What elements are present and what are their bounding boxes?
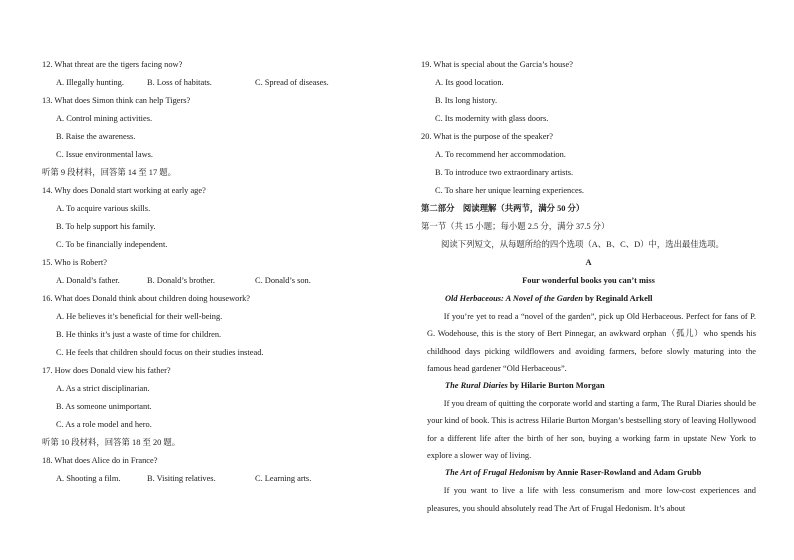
book-2-description: If you dream of quitting the corporate world and starting a farm, The Rural Diaries should be your kind of book. This is actress Hilarie Burton Morgan’s bestselling story of leaving Hollywood for a different life after the birth of her son, buying a working farm in upstate New York to explore a slower way of living. bbox=[427, 399, 756, 461]
option-a[interactable]: A. Control mining activities. bbox=[56, 114, 153, 123]
book-2-title: The Rural Diaries bbox=[445, 381, 508, 391]
option-b[interactable]: B. To introduce two extraordinary artists. bbox=[435, 168, 574, 177]
option-c[interactable]: C. To share her unique learning experiences. bbox=[435, 186, 585, 195]
material-9-instruction: 听第 9 段材料，回答第 14 至 17 题。 bbox=[42, 168, 176, 177]
left-column bbox=[42, 56, 392, 488]
option-b[interactable]: B. Its long history. bbox=[435, 96, 498, 105]
question-20-stem: 20. What is the purpose of the speaker? bbox=[421, 132, 553, 141]
option-b[interactable]: B. Loss of habitats. bbox=[147, 78, 212, 87]
option-c[interactable]: C. Learning arts. bbox=[255, 474, 312, 483]
book-1-author: by Reginald Arkell bbox=[582, 294, 653, 303]
question-18-options bbox=[42, 470, 392, 488]
book-3-title: The Art of Frugal Hedonism bbox=[445, 468, 545, 478]
book-1-title: Old Herbaceous: A Novel of the Garden bbox=[445, 294, 583, 303]
question-13-stem: 13. What does Simon think can help Tigers? bbox=[42, 96, 191, 105]
option-c[interactable]: C. Spread of diseases. bbox=[255, 78, 329, 87]
option-c[interactable]: C. Donald’s son. bbox=[255, 276, 311, 285]
question-18-stem: 18. What does Alice do in France? bbox=[42, 456, 158, 465]
option-a[interactable]: A. Shooting a film. bbox=[56, 474, 121, 483]
option-c[interactable]: C. To be financially independent. bbox=[56, 240, 168, 249]
book-3-author: by Annie Raser-Rowland and Adam Grubb bbox=[544, 468, 702, 478]
right-column bbox=[421, 56, 756, 517]
option-a[interactable]: A. Illegally hunting. bbox=[56, 78, 124, 87]
book-3-heading bbox=[421, 464, 756, 482]
book-2-heading bbox=[421, 377, 756, 395]
part-2-heading: 第二部分 阅读理解（共两节，满分 50 分） bbox=[421, 204, 585, 213]
option-c[interactable]: C. Issue environmental laws. bbox=[56, 150, 153, 159]
question-19-stem: 19. What is special about the Garcia’s house? bbox=[421, 60, 573, 69]
passage-letter: A bbox=[585, 258, 592, 267]
option-c[interactable]: C. He feels that children should focus on their studies instead. bbox=[56, 348, 264, 357]
option-b[interactable]: B. Raise the awareness. bbox=[56, 132, 136, 141]
option-a[interactable]: A. To acquire various skills. bbox=[56, 204, 151, 213]
option-a[interactable]: A. He believes it’s beneficial for their well-being. bbox=[56, 312, 223, 321]
question-15-stem: 15. Who is Robert? bbox=[42, 258, 107, 267]
passage-title: Four wonderful books you can’t miss bbox=[522, 276, 655, 285]
option-b[interactable]: B. Visiting relatives. bbox=[147, 474, 216, 483]
question-14-stem: 14. Why does Donald start working at early age? bbox=[42, 186, 206, 195]
material-10-instruction: 听第 10 段材料，回答第 18 至 20 题。 bbox=[42, 438, 181, 447]
option-c[interactable]: C. As a role model and hero. bbox=[56, 420, 152, 429]
option-b[interactable]: B. Donald’s brother. bbox=[147, 276, 215, 285]
book-3-description: If you want to live a life with less consumerism and more low-cost experiences and pleasures, you should absolutely read The Art of Frugal Hedonism. It’s about bbox=[427, 486, 756, 513]
option-b[interactable]: B. As someone unimportant. bbox=[56, 402, 152, 411]
question-12-options bbox=[42, 74, 392, 92]
option-c[interactable]: C. Its modernity with glass doors. bbox=[435, 114, 549, 123]
question-16-stem: 16. What does Donald think about children doing housework? bbox=[42, 294, 251, 303]
book-1-description: If you’re yet to read a “novel of the garden”, pick up Old Herbaceous. Perfect for fans of P. G. Wodehouse, this is the story of Bert Pinnegar, an awkward orphan（孤儿）who spends his childhood days picking wildflowers and avoiding farmers, before slowly maturing into the famous head gardener “Old Herbaceous”. bbox=[427, 312, 756, 373]
reading-directions: 阅读下列短文，从每题所给的四个选项（A、B、C、D）中，选出最佳选项。 bbox=[441, 240, 724, 249]
question-12-stem: 12. What threat are the tigers facing now? bbox=[42, 60, 183, 69]
option-a[interactable]: A. Donald’s father. bbox=[56, 276, 120, 285]
section-1-heading: 第一节（共 15 小题；每小题 2.5 分，满分 37.5 分） bbox=[421, 222, 610, 231]
option-b[interactable]: B. He thinks it’s just a waste of time for children. bbox=[56, 330, 222, 339]
option-a[interactable]: A. As a strict disciplinarian. bbox=[56, 384, 150, 393]
question-15-options bbox=[42, 272, 392, 290]
question-17-stem: 17. How does Donald view his father? bbox=[42, 366, 171, 375]
option-a[interactable]: A. To recommend her accommodation. bbox=[435, 150, 566, 159]
option-b[interactable]: B. To help support his family. bbox=[56, 222, 156, 231]
book-2-author: by Hilarie Burton Morgan bbox=[507, 381, 605, 391]
book-1-heading bbox=[421, 290, 756, 308]
option-a[interactable]: A. Its good location. bbox=[435, 78, 504, 87]
